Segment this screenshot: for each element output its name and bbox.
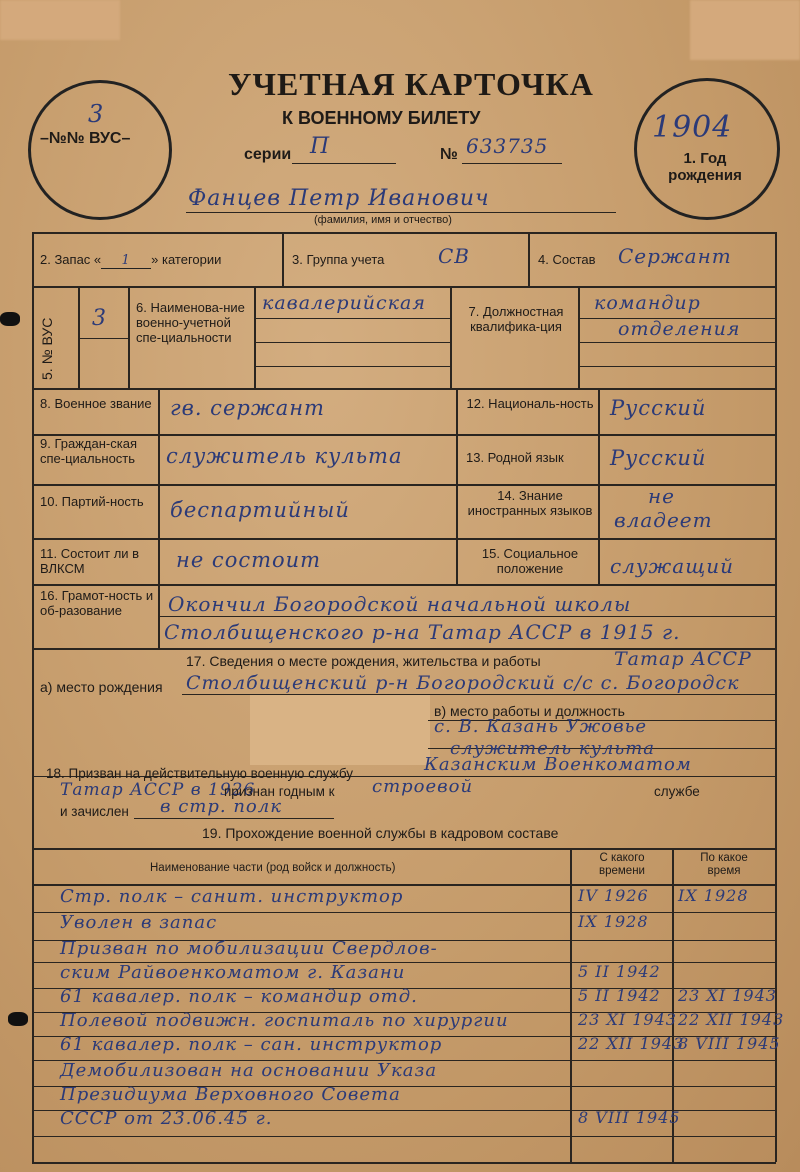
- number-value: 633735: [466, 134, 549, 158]
- field-6-value: кавалерийская: [262, 292, 426, 314]
- section-17-title-value: Татар АССР: [614, 648, 752, 670]
- field-10-label: 10. Партий-ность: [40, 494, 144, 509]
- service-to: 8 VIII 1945: [678, 1034, 781, 1053]
- work-label: в) место работы и должность: [434, 703, 625, 719]
- field-14-value-2: владеет: [614, 508, 713, 532]
- column-unit-header: Наименование части (род войск и должность): [150, 862, 396, 874]
- section-19-title: 19. Прохождение военной службы в кадровом составе: [202, 825, 559, 841]
- service-from: 5 II 1942: [578, 962, 661, 981]
- column-from-header: С какого времени: [599, 852, 645, 877]
- card-subtitle: К ВОЕННОМУ БИЛЕТУ: [282, 108, 481, 128]
- vus-label: –№№ ВУС–: [40, 130, 131, 147]
- field-10-value: беспартийный: [170, 498, 350, 522]
- field-13-value: Русский: [610, 446, 707, 470]
- service-unit: Уволен в запас: [60, 912, 218, 933]
- service-unit: Президиума Верховного Совета: [60, 1084, 401, 1105]
- section-18-value-3: строевой: [372, 776, 474, 797]
- field-4-value: Сержант: [618, 244, 732, 268]
- field-5-value: 3: [92, 306, 107, 331]
- field-7-value-1: командир: [594, 292, 701, 314]
- service-unit: Демобилизован на основании Указа: [60, 1060, 438, 1081]
- field-5-label: 5. № ВУС: [39, 317, 55, 380]
- field-6-label: 6. Наименова-ние военно-учетной спе-циальности: [136, 300, 245, 345]
- service-unit: Полевой подвижн. госпиталь по хирургии: [60, 1010, 509, 1031]
- service-to: IX 1928: [678, 886, 749, 905]
- field-15-label: 15. Социальное положение: [481, 546, 579, 576]
- field-12-label: 12. Националь-ность: [466, 396, 594, 411]
- paper-stain: [0, 0, 120, 40]
- field-16-value-1: Окончил Богородской начальной школы: [168, 592, 632, 616]
- paper-patch: [250, 695, 430, 765]
- work-value-2: служитель культа: [450, 738, 655, 759]
- hole-punch: [0, 312, 20, 326]
- service-from: 5 II 1942: [578, 986, 661, 1005]
- field-9-value: служитель культа: [166, 444, 403, 468]
- field-11-label: 11. Состоит ли в ВЛКСМ: [40, 546, 140, 576]
- section-18-fit-label: признан годным к: [224, 784, 335, 799]
- service-to: 22 XII 1943: [678, 1010, 785, 1029]
- section-18-label: 18. Призван на действительную военную службу: [46, 766, 354, 781]
- paper-stain: [690, 0, 800, 60]
- field-3-label: 3. Группа учета: [292, 252, 385, 267]
- service-unit: ским Райвоенкоматом г. Казани: [60, 962, 406, 983]
- service-unit: Призван по мобилизации Свердлов-: [60, 938, 438, 959]
- service-unit: 61 кавалер. полк – командир отд.: [60, 986, 418, 1007]
- field-15-value: служащий: [610, 554, 734, 578]
- section-18-enlisted-label: и зачислен: [60, 804, 129, 819]
- full-name: Фанцев Петр Иванович: [188, 186, 490, 211]
- service-unit: 61 кавалер. полк – сан. инструктор: [60, 1034, 443, 1055]
- card-title: УЧЕТНАЯ КАРТОЧКА: [228, 66, 594, 102]
- vus-value: 3: [88, 100, 105, 128]
- series-value: П: [310, 134, 331, 159]
- hole-punch: [8, 1012, 28, 1026]
- field-11-value: не состоит: [176, 548, 322, 572]
- service-unit: Стр. полк – санит. инструктор: [60, 886, 404, 907]
- service-from: 8 VIII 1945: [578, 1108, 681, 1127]
- section-18-value-1: Казанским Военкоматом: [424, 754, 692, 775]
- field-9-label: 9. Граждан-ская спе-циальность: [40, 436, 137, 466]
- service-unit: СССР от 23.06.45 г.: [60, 1108, 273, 1129]
- year-value: 1904: [652, 110, 733, 145]
- field-12-value: Русский: [610, 396, 707, 420]
- service-from: 22 XII 1943: [578, 1034, 685, 1053]
- service-from: IX 1928: [578, 912, 649, 931]
- work-value-1: с. В. Казань Ужовье: [434, 716, 648, 737]
- name-caption: (фамилия, имя и отчество): [314, 214, 452, 226]
- field-7-value-2: отделения: [618, 318, 741, 340]
- number-label: №: [440, 146, 458, 163]
- service-to: 23 XI 1943: [678, 986, 777, 1005]
- field-16-label: 16. Грамот-ность и об-разование: [40, 588, 154, 618]
- field-14-value-1: не: [648, 484, 676, 508]
- section-18-service-label: службе: [654, 784, 700, 799]
- field-16-value-2: Столбищенского р-на Татар АССР в 1915 г.: [164, 620, 681, 644]
- service-from: IV 1926: [578, 886, 649, 905]
- field-13-label: 13. Родной язык: [466, 450, 564, 465]
- section-17-title: 17. Сведения о месте рождения, жительства и работы: [186, 653, 541, 669]
- series-label: серии: [244, 146, 292, 163]
- year-label: 1. Год рождения: [668, 150, 742, 184]
- birthplace-value: Столбищенский р-н Богородский с/с с. Богородск: [186, 672, 740, 694]
- field-2-label: 2. Запас « 1 » категории: [40, 252, 222, 268]
- column-to-header: По какое время: [700, 852, 748, 877]
- field-4-label: 4. Состав: [538, 252, 596, 267]
- field-8-value: гв. сержант: [170, 396, 325, 420]
- field-8-label: 8. Военное звание: [40, 396, 152, 411]
- field-14-label: 14. Знание иностранных языков: [467, 488, 593, 518]
- section-18-value-4: в стр. полк: [160, 796, 282, 817]
- birthplace-label: а) место рождения: [40, 679, 163, 695]
- section-18-value-2: Татар АССР в 1926: [60, 780, 256, 800]
- year-circle: [634, 78, 780, 220]
- field-7-label: 7. Должностная квалифика-ция: [468, 304, 564, 334]
- field-3-value: СВ: [438, 244, 470, 268]
- service-from: 23 XI 1943: [578, 1010, 677, 1029]
